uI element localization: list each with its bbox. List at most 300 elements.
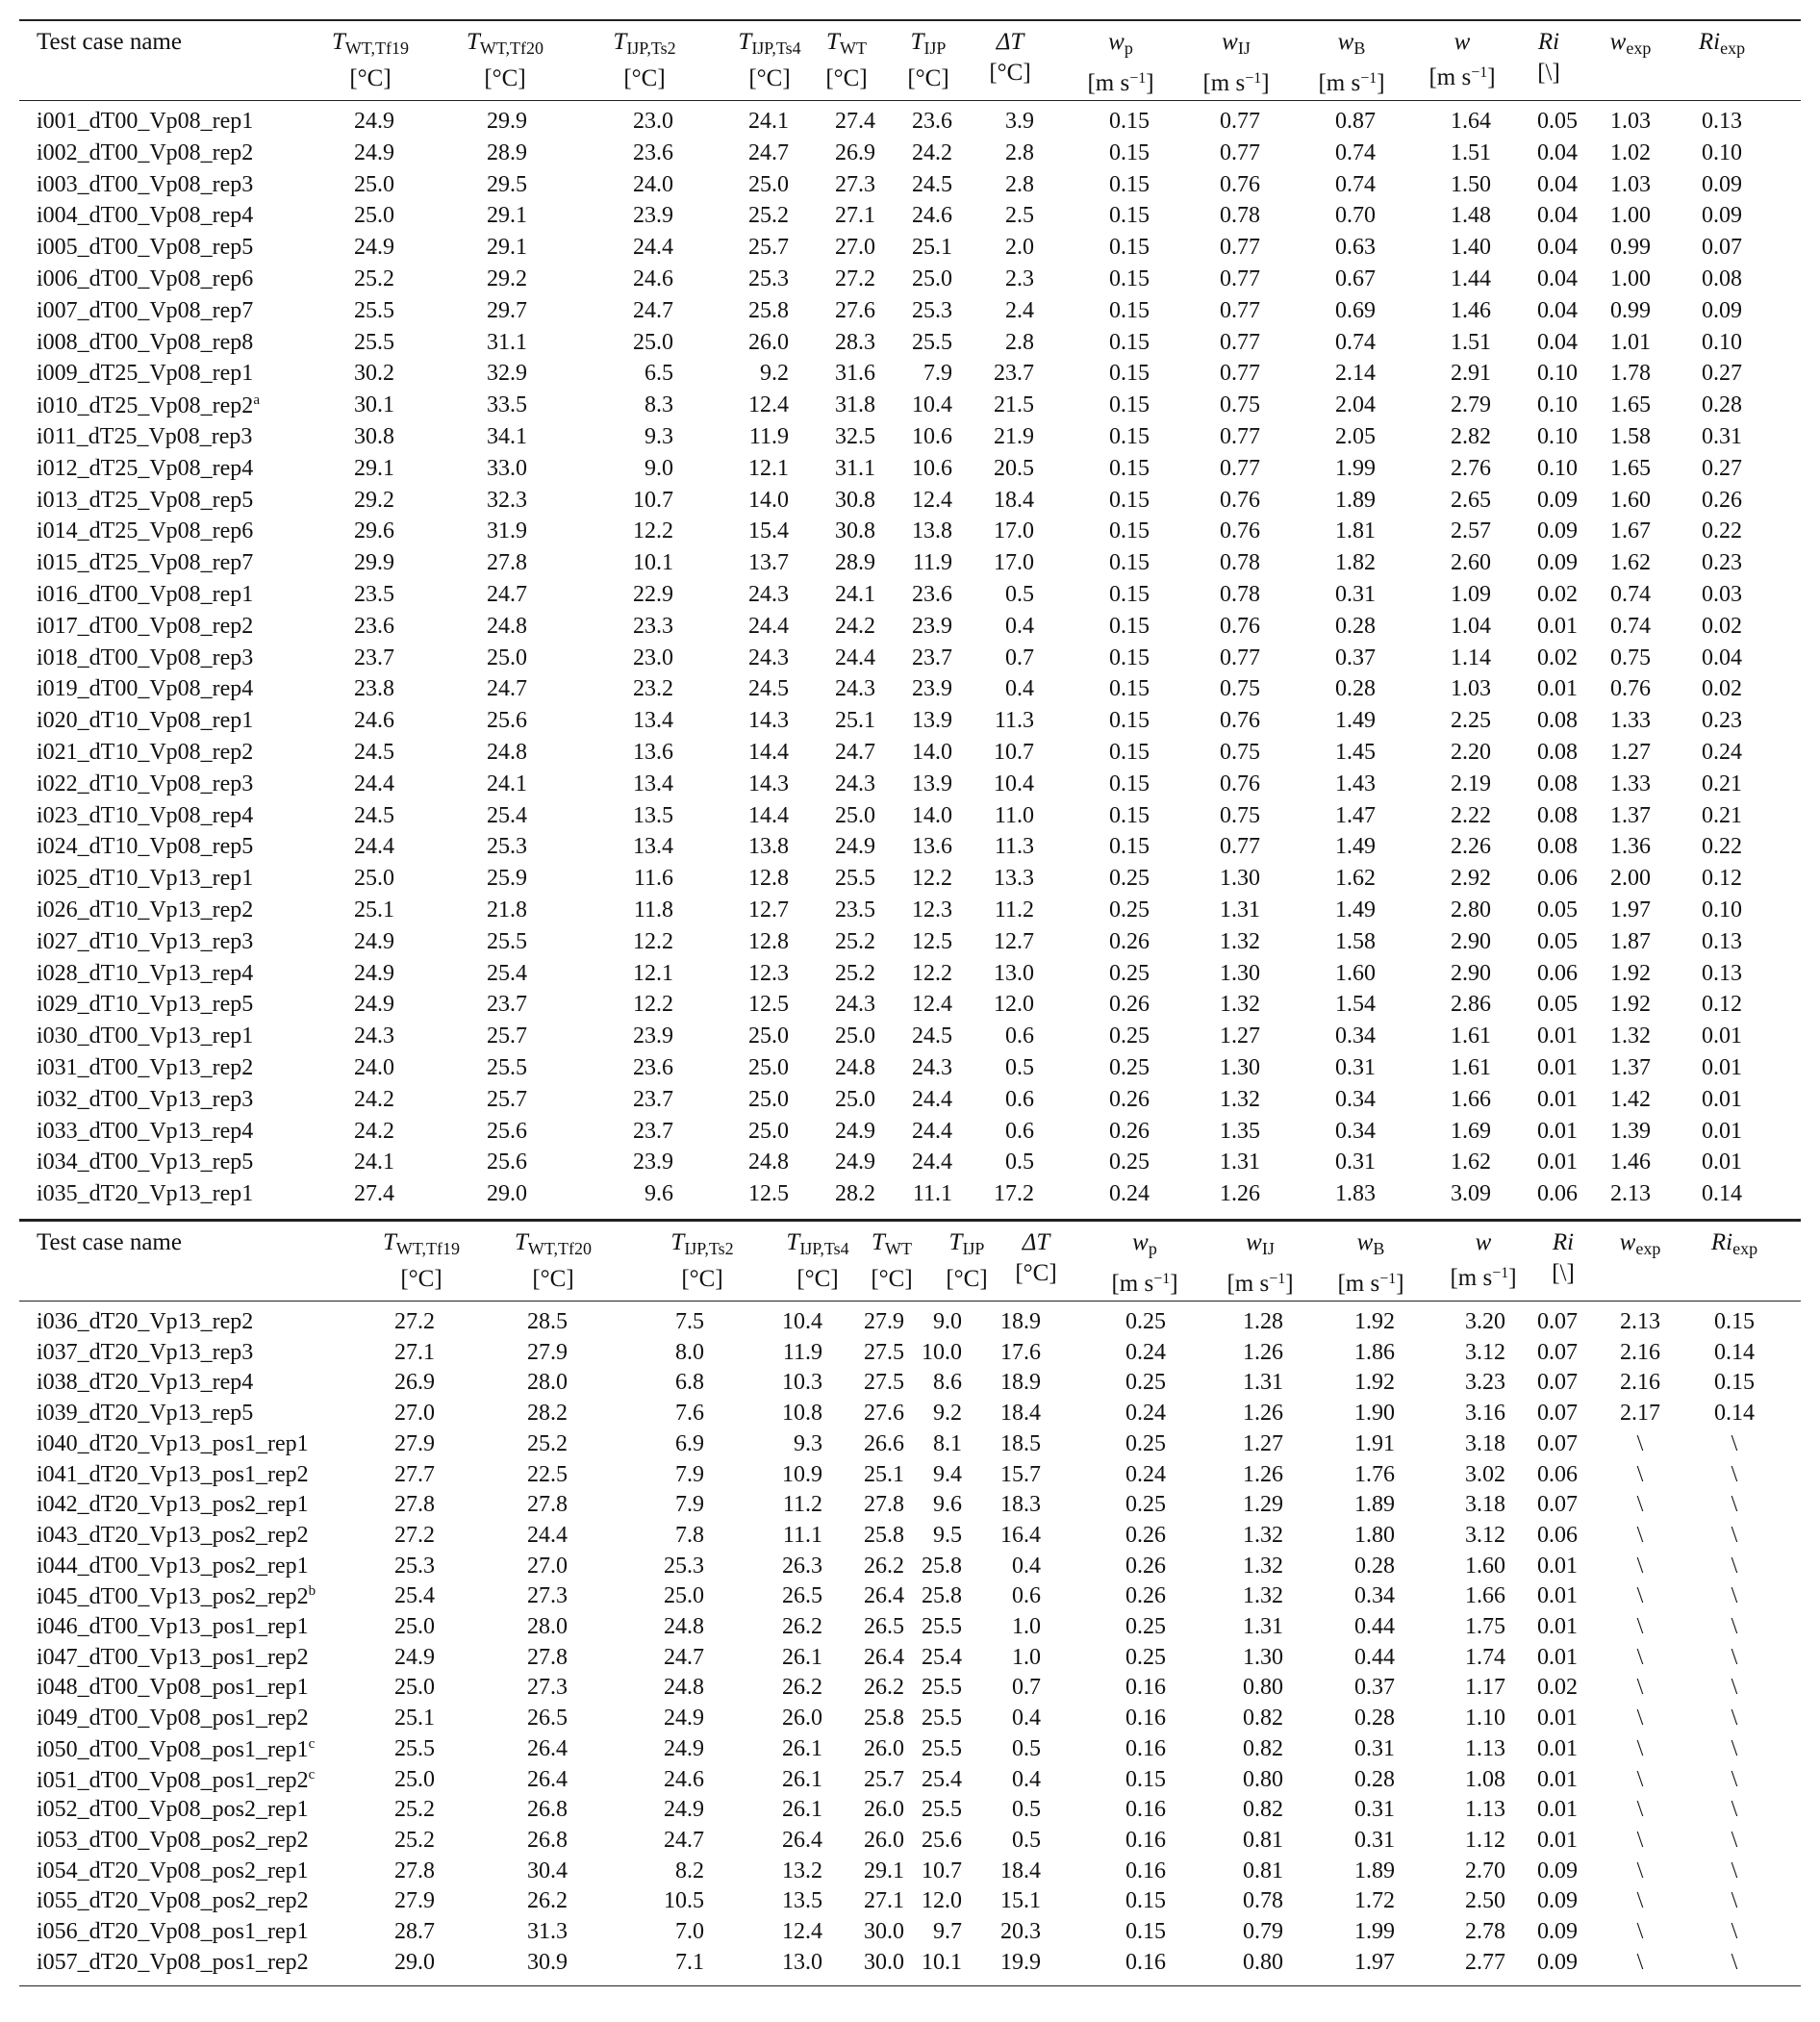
col-test-case-name: Test case name: [37, 29, 182, 55]
col-w-cell: 1.40: [1451, 235, 1491, 261]
table-row: [19, 1950, 1801, 1981]
col-ri-exp-cell: \: [1731, 1430, 1738, 1456]
col-t-wt-tf19-cell: 24.5: [354, 802, 394, 828]
col-t-ijp-ts4-cell: 25.0: [748, 1024, 789, 1049]
cell-test-case-name: i005_dT00_Vp08_rep5: [37, 235, 254, 261]
cell-test-case-name: i044_dT00_Vp13_pos2_rep1: [37, 1553, 309, 1579]
col-w-ij-cell: 0.77: [1220, 455, 1260, 481]
col-w-exp-cell: \: [1636, 1583, 1644, 1609]
col-w-p-cell: 0.26: [1125, 1583, 1166, 1609]
col-w-b-cell: 0.74: [1335, 171, 1376, 197]
col-w-ij-cell: 0.76: [1220, 771, 1260, 796]
col-t-wt-tf19-cell: 24.4: [354, 771, 394, 796]
col-t-wt-tf20-cell: 30.9: [527, 1949, 568, 1975]
col-w-ij-cell: 1.31: [1220, 897, 1260, 923]
col-t-wt-tf20-cell: 28.2: [527, 1401, 568, 1427]
cell-test-case-name: i038_dT20_Vp13_rep4: [37, 1370, 254, 1396]
col-w-exp-cell: 1.97: [1610, 897, 1651, 923]
col-ri-cell: 0.01: [1537, 1766, 1578, 1792]
col-t-wt-tf19-cell: 30.8: [354, 424, 394, 449]
col-delta-t-cell: 0.7: [1012, 1675, 1041, 1701]
col-w-cell: 2.70: [1465, 1858, 1505, 1883]
col-ri-cell: 0.06: [1537, 960, 1578, 986]
col-w-cell: 2.60: [1451, 550, 1491, 576]
col-w-cell: 3.02: [1465, 1461, 1505, 1487]
col-w-ij-cell: 0.78: [1220, 582, 1260, 607]
col-t-wt-tf19-cell: 23.6: [354, 613, 394, 639]
col-w-header: w [m $s^{-1}$]: [1450, 1229, 1517, 1291]
col-t-wt-tf19-cell: 30.2: [354, 361, 394, 387]
table-row: [19, 1431, 1801, 1462]
col-t-wt-tf19-cell: 27.1: [394, 1339, 435, 1365]
col-ri-header: Ri [\]: [1537, 29, 1560, 86]
col-w-exp-cell: 2.13: [1610, 1181, 1651, 1207]
col-w-p-cell: 0.15: [1125, 1919, 1166, 1944]
table-row: [19, 929, 1801, 961]
col-ri-exp-cell: 0.10: [1702, 897, 1742, 923]
col-t-wt-tf20-cell: 31.9: [487, 518, 527, 544]
col-delta-t-cell: 12.7: [994, 928, 1034, 954]
col-w-exp-cell: \: [1636, 1827, 1644, 1853]
col-t-ijp-cell: 24.4: [912, 1086, 952, 1112]
table-header: [19, 1222, 1801, 1301]
col-w-p-cell: 0.15: [1125, 1766, 1166, 1792]
col-ri-exp-cell: 0.13: [1702, 960, 1742, 986]
col-t-wt-tf19-cell: 24.9: [354, 960, 394, 986]
col-t-wt-cell: 27.4: [835, 109, 875, 134]
col-t-wt-cell: 31.8: [835, 392, 875, 418]
col-t-wt-tf19-cell: 24.4: [354, 834, 394, 860]
col-delta-t-cell: 18.5: [1000, 1430, 1041, 1456]
col-ri-exp-header: $Ri_{exp}$: [1698, 29, 1746, 58]
col-w-p-cell: 0.16: [1125, 1735, 1166, 1761]
col-t-wt-tf19-cell: 25.2: [394, 1797, 435, 1823]
cell-test-case-name: i030_dT00_Vp13_rep1: [37, 1024, 254, 1049]
col-delta-t-cell: 2.8: [1005, 139, 1034, 165]
col-t-ijp-ts2-cell: 8.0: [675, 1339, 704, 1365]
col-ri-exp-cell: 0.22: [1702, 518, 1742, 544]
col-t-wt-tf19-cell: 24.9: [394, 1644, 435, 1670]
col-t-ijp-ts2-cell: 13.4: [633, 708, 673, 734]
col-ri-exp-cell: \: [1731, 1797, 1738, 1823]
col-t-wt-tf20-cell: 29.7: [487, 297, 527, 323]
col-delta-t-cell: 0.4: [1012, 1766, 1041, 1792]
col-t-ijp-ts4-cell: 24.8: [748, 1150, 789, 1175]
col-delta-t-cell: 18.9: [1000, 1309, 1041, 1334]
col-w-exp-cell: \: [1636, 1614, 1644, 1639]
col-w-cell: 3.12: [1465, 1339, 1505, 1365]
col-t-wt-cell: 24.3: [835, 676, 875, 702]
col-t-ijp-ts4-cell: 24.3: [748, 582, 789, 607]
footnote-marker: c: [308, 1766, 316, 1782]
col-t-ijp-ts4-cell: 25.0: [748, 171, 789, 197]
col-t-ijp-ts4-cell: 13.2: [782, 1858, 822, 1883]
col-w-ij-cell: 0.82: [1243, 1706, 1283, 1731]
col-t-wt-cell: 25.2: [835, 960, 875, 986]
col-w-ij-cell: 1.30: [1243, 1644, 1283, 1670]
col-w-ij-cell: 0.77: [1220, 424, 1260, 449]
col-t-wt-cell: 30.0: [864, 1949, 904, 1975]
col-delta-t-cell: 16.4: [1000, 1522, 1041, 1548]
col-ri-exp-cell: 0.15: [1714, 1309, 1755, 1334]
col-t-wt-cell: 29.1: [864, 1858, 904, 1883]
col-w-cell: 2.25: [1451, 708, 1491, 734]
col-t-wt-cell: 24.3: [835, 771, 875, 796]
col-ri-cell: 0.01: [1537, 1644, 1578, 1670]
col-t-ijp-ts4-cell: 11.9: [748, 424, 789, 449]
col-w-cell: 2.76: [1451, 455, 1491, 481]
col-w-p-cell: 0.26: [1109, 1118, 1150, 1144]
col-t-ijp-ts4-cell: 25.0: [748, 1118, 789, 1144]
col-t-ijp-ts2-cell: 13.5: [633, 802, 673, 828]
col-t-wt-tf19-cell: 25.1: [394, 1706, 435, 1731]
col-w-p-cell: 0.15: [1109, 139, 1150, 165]
col-ri-cell: 0.02: [1537, 645, 1578, 670]
col-t-wt-tf19-cell: 29.0: [394, 1949, 435, 1975]
col-t-wt-tf19-cell: 29.2: [354, 487, 394, 513]
col-t-wt-tf20-cell: 29.2: [487, 266, 527, 291]
col-ri-cell: 0.07: [1537, 1309, 1578, 1334]
col-w-ij-cell: 0.81: [1243, 1827, 1283, 1853]
col-t-wt-tf20-cell: 28.0: [527, 1370, 568, 1396]
col-w-exp-cell: 1.37: [1610, 1055, 1651, 1080]
col-ri-exp-cell: 0.27: [1702, 361, 1742, 387]
col-w-b-cell: 0.44: [1354, 1644, 1395, 1670]
col-t-wt-cell: 30.8: [835, 518, 875, 544]
col-t-wt-tf20-cell: 25.5: [487, 1055, 527, 1080]
col-delta-t-cell: 0.5: [1012, 1735, 1041, 1761]
col-w-ij-cell: 1.32: [1243, 1583, 1283, 1609]
table-row: [19, 1767, 1801, 1798]
col-w-exp-cell: 2.17: [1620, 1401, 1660, 1427]
col-t-ijp-ts4-cell: 26.0: [782, 1706, 822, 1731]
col-ri-cell: 0.09: [1537, 487, 1578, 513]
col-ri-cell: 0.10: [1537, 424, 1578, 449]
col-t-wt-tf19-cell: 30.1: [354, 392, 394, 418]
cell-test-case-name: i015_dT25_Vp08_rep7: [37, 550, 254, 576]
col-ri-cell: 0.01: [1537, 1614, 1578, 1639]
col-w-exp-cell: 1.87: [1610, 928, 1651, 954]
col-delta-t-cell: 0.6: [1005, 1118, 1034, 1144]
col-w-ij-cell: 0.76: [1220, 171, 1260, 197]
col-t-ijp-cell: 23.9: [912, 676, 952, 702]
col-w-cell: 2.86: [1451, 992, 1491, 1018]
col-w-p-cell: 0.16: [1125, 1797, 1166, 1823]
col-w-exp-cell: 1.92: [1610, 992, 1651, 1018]
col-w-p-cell: 0.25: [1109, 897, 1150, 923]
table-row: [19, 1888, 1801, 1919]
col-t-ijp-cell: 8.6: [933, 1370, 962, 1396]
col-w-exp-cell: 0.74: [1610, 613, 1651, 639]
table-row: [19, 550, 1801, 582]
col-w-ij-cell: 1.27: [1243, 1430, 1283, 1456]
col-ri-cell: 0.10: [1537, 361, 1578, 387]
col-w-b-cell: 1.49: [1335, 897, 1376, 923]
col-t-wt-tf19-cell: 23.5: [354, 582, 394, 607]
col-t-ijp-cell: 25.5: [922, 1706, 962, 1731]
col-ri-cell: 0.05: [1537, 109, 1578, 134]
col-ri-exp-cell: \: [1731, 1583, 1738, 1609]
col-t-ijp-cell: 25.4: [922, 1766, 962, 1792]
col-w-exp-header: $w_{exp}$: [1609, 29, 1652, 58]
col-w-b-cell: 2.04: [1335, 392, 1376, 418]
col-w-cell: 2.91: [1451, 361, 1491, 387]
col-w-p-cell: 0.15: [1109, 109, 1150, 134]
col-t-ijp-cell: 10.7: [922, 1858, 962, 1883]
col-t-ijp-cell: 25.8: [922, 1553, 962, 1579]
col-t-wt-tf19-cell: 25.0: [354, 866, 394, 892]
col-w-ij-cell: 0.82: [1243, 1797, 1283, 1823]
table-row: [19, 897, 1801, 929]
col-ri-exp-cell: 0.13: [1702, 109, 1742, 134]
col-t-wt-tf20-cell: 31.1: [487, 329, 527, 355]
col-w-p-cell: 0.26: [1109, 928, 1150, 954]
col-w-b-cell: 1.49: [1335, 708, 1376, 734]
col-w-b-cell: 1.91: [1354, 1430, 1395, 1456]
col-ri-exp-cell: 0.14: [1714, 1401, 1755, 1427]
col-t-wt-tf20-cell: 24.8: [487, 740, 527, 765]
col-w-p-cell: 0.16: [1125, 1949, 1166, 1975]
col-w-cell: 2.26: [1451, 834, 1491, 860]
col-t-ijp-ts4-cell: 26.2: [782, 1675, 822, 1701]
col-w-exp-cell: 1.39: [1610, 1118, 1651, 1144]
col-t-wt-cell: 31.6: [835, 361, 875, 387]
col-delta-t-cell: 2.0: [1005, 235, 1034, 261]
col-delta-t-cell: 11.3: [994, 708, 1034, 734]
col-w-cell: 1.61: [1451, 1055, 1491, 1080]
col-w-exp-cell: 1.65: [1610, 455, 1651, 481]
col-w-cell: 1.13: [1465, 1735, 1505, 1761]
col-w-p-cell: 0.15: [1109, 645, 1150, 670]
col-t-wt-cell: 25.7: [864, 1766, 904, 1792]
col-t-ijp-ts2-cell: 13.4: [633, 771, 673, 796]
col-w-b-cell: 0.74: [1335, 139, 1376, 165]
col-t-ijp-ts4-cell: 24.4: [748, 613, 789, 639]
col-t-ijp-ts2-cell: 24.6: [664, 1766, 704, 1792]
col-ri-cell: 0.02: [1537, 1675, 1578, 1701]
cell-test-case-name: i021_dT10_Vp08_rep2: [37, 740, 254, 765]
col-ri-exp-cell: 0.23: [1702, 550, 1742, 576]
col-delta-t-header: ΔT [°C]: [989, 29, 1031, 86]
col-w-p-cell: 0.24: [1125, 1401, 1166, 1427]
col-t-ijp-ts4-cell: 12.5: [748, 992, 789, 1018]
col-t-ijp-ts4-cell: 12.5: [748, 1181, 789, 1207]
col-w-p-header: $w_p$ [m $s^{-1}$]: [1111, 1229, 1178, 1297]
col-t-ijp-cell: 23.6: [912, 582, 952, 607]
col-t-wt-tf20-cell: 30.4: [527, 1858, 568, 1883]
col-t-ijp-ts2-cell: 12.2: [633, 992, 673, 1018]
col-t-wt-cell: 26.9: [835, 139, 875, 165]
col-t-ijp-ts2-cell: 7.0: [675, 1919, 704, 1944]
col-t-wt-tf20-cell: 25.6: [487, 708, 527, 734]
col-t-ijp-ts4-cell: 26.4: [782, 1827, 822, 1853]
table-row: [19, 961, 1801, 993]
col-t-ijp-ts2-cell: 7.8: [675, 1522, 704, 1548]
col-ri-cell: 0.10: [1537, 392, 1578, 418]
col-w-p-cell: 0.15: [1109, 266, 1150, 291]
col-t-ijp-cell: 25.5: [922, 1797, 962, 1823]
col-ri-exp-cell: 0.14: [1702, 1181, 1742, 1207]
cell-test-case-name: i036_dT20_Vp13_rep2: [37, 1309, 254, 1334]
col-ri-cell: 0.01: [1537, 1583, 1578, 1609]
table-row: [19, 1828, 1801, 1858]
table-row: [19, 1583, 1801, 1614]
col-t-wt-tf20-cell: 24.1: [487, 771, 527, 796]
col-t-wt-cell: 25.8: [864, 1706, 904, 1731]
col-t-ijp-ts4-cell: 25.8: [748, 297, 789, 323]
col-delta-t-cell: 0.7: [1005, 645, 1034, 670]
col-w-p-cell: 0.15: [1109, 708, 1150, 734]
col-t-wt-tf19-header: $T_{WT,Tf19}$ [°C]: [382, 1229, 461, 1292]
col-ri-cell: 0.01: [1537, 613, 1578, 639]
col-t-ijp-cell: 23.9: [912, 613, 952, 639]
col-t-wt-cell: 26.0: [864, 1735, 904, 1761]
col-w-b-cell: 0.31: [1354, 1797, 1395, 1823]
table-row: [19, 1055, 1801, 1087]
col-t-ijp-ts4-cell: 14.3: [748, 708, 789, 734]
cell-test-case-name: i014_dT25_Vp08_rep6: [37, 518, 254, 544]
col-ri-cell: 0.05: [1537, 897, 1578, 923]
col-t-ijp-ts4-cell: 13.5: [782, 1888, 822, 1914]
col-w-cell: 3.18: [1465, 1430, 1505, 1456]
col-w-cell: 2.78: [1465, 1919, 1505, 1944]
col-w-cell: 1.62: [1451, 1150, 1491, 1175]
col-w-exp-cell: 1.33: [1610, 771, 1651, 796]
col-t-wt-tf20-cell: 24.7: [487, 676, 527, 702]
col-ri-cell: 0.01: [1537, 1024, 1578, 1049]
col-t-wt-cell: 24.1: [835, 582, 875, 607]
col-t-ijp-ts4-cell: 11.2: [782, 1492, 822, 1518]
col-t-wt-tf19-cell: 27.4: [354, 1181, 394, 1207]
col-t-ijp-ts2-cell: 13.4: [633, 834, 673, 860]
col-delta-t-cell: 15.7: [1000, 1461, 1041, 1487]
table-row: [19, 235, 1801, 266]
col-w-exp-cell: \: [1636, 1949, 1644, 1975]
col-t-ijp-ts2-cell: 24.6: [633, 266, 673, 291]
col-w-b-cell: 0.44: [1354, 1614, 1395, 1639]
col-ri-header: Ri [\]: [1552, 1229, 1575, 1286]
cell-test-case-name: i052_dT00_Vp08_pos2_rep1: [37, 1797, 309, 1823]
col-w-exp-cell: \: [1636, 1675, 1644, 1701]
col-t-wt-tf20-cell: 26.8: [527, 1827, 568, 1853]
col-t-wt-tf20-cell: 24.8: [487, 613, 527, 639]
col-w-p-cell: 0.15: [1109, 676, 1150, 702]
col-t-wt-tf20-cell: 26.4: [527, 1766, 568, 1792]
col-t-ijp-cell: 24.3: [912, 1055, 952, 1080]
col-t-wt-cell: 24.9: [835, 1150, 875, 1175]
cell-test-case-name: i012_dT25_Vp08_rep4: [37, 455, 254, 481]
col-ri-cell: 0.10: [1537, 455, 1578, 481]
col-ri-exp-cell: \: [1731, 1919, 1738, 1944]
col-ri-exp-cell: 0.13: [1702, 928, 1742, 954]
cell-test-case-name: i034_dT00_Vp13_rep5: [37, 1150, 254, 1175]
col-delta-t-cell: 0.5: [1005, 582, 1034, 607]
col-w-p-cell: 0.15: [1109, 802, 1150, 828]
col-t-ijp-ts4-cell: 14.4: [748, 802, 789, 828]
col-t-wt-tf20-cell: 22.5: [527, 1461, 568, 1487]
col-t-wt-tf20-cell: 23.7: [487, 992, 527, 1018]
col-t-wt-cell: 24.9: [835, 834, 875, 860]
col-w-b-cell: 1.89: [1354, 1858, 1395, 1883]
col-t-wt-tf20-cell: 24.4: [527, 1522, 568, 1548]
col-t-ijp-ts2-cell: 24.7: [633, 297, 673, 323]
col-w-ij-cell: 0.77: [1220, 645, 1260, 670]
col-t-wt-tf20-cell: 26.4: [527, 1735, 568, 1761]
col-w-ij-cell: 1.31: [1243, 1370, 1283, 1396]
cell-test-case-name: i018_dT00_Vp08_rep3: [37, 645, 254, 670]
col-w-p-cell: 0.15: [1109, 171, 1150, 197]
col-delta-t-cell: 0.6: [1012, 1583, 1041, 1609]
col-t-ijp-ts2-cell: 10.7: [633, 487, 673, 513]
col-t-wt-tf19-cell: 25.5: [354, 297, 394, 323]
col-t-wt-tf20-cell: 28.9: [487, 139, 527, 165]
col-ri-exp-cell: 0.09: [1702, 171, 1742, 197]
col-w-ij-cell: 0.77: [1220, 139, 1260, 165]
cell-test-case-name: i045_dT00_Vp13_pos2_rep2$^b$: [37, 1583, 316, 1610]
col-delta-t-cell: 20.3: [1000, 1919, 1041, 1944]
col-w-b-cell: 0.28: [1354, 1766, 1395, 1792]
col-t-ijp-ts2-cell: 12.1: [633, 960, 673, 986]
col-w-p-cell: 0.15: [1109, 834, 1150, 860]
col-t-ijp-ts2-cell: 7.5: [675, 1309, 704, 1334]
col-w-b-cell: 0.74: [1335, 329, 1376, 355]
col-w-ij-cell: 0.77: [1220, 329, 1260, 355]
col-w-b-cell: 2.14: [1335, 361, 1376, 387]
table-row: [19, 203, 1801, 235]
col-t-ijp-cell: 25.0: [912, 266, 952, 291]
col-w-exp-cell: \: [1636, 1522, 1644, 1548]
col-t-wt-tf19-cell: 29.6: [354, 518, 394, 544]
col-w-p-cell: 0.16: [1125, 1827, 1166, 1853]
col-t-ijp-cell: 25.5: [922, 1614, 962, 1639]
col-ri-cell: 0.04: [1537, 171, 1578, 197]
col-w-p-cell: 0.15: [1109, 361, 1150, 387]
table-row: [19, 361, 1801, 392]
col-t-ijp-cell: 12.2: [912, 866, 952, 892]
col-t-wt-tf19-cell: 27.9: [394, 1888, 435, 1914]
col-ri-exp-cell: 0.01: [1702, 1086, 1742, 1112]
col-w-ij-cell: 0.78: [1220, 203, 1260, 229]
col-w-b-cell: 0.63: [1335, 235, 1376, 261]
col-ri-exp-cell: 0.26: [1702, 487, 1742, 513]
col-t-ijp-ts4-cell: 12.1: [748, 455, 789, 481]
col-ri-cell: 0.08: [1537, 802, 1578, 828]
col-ri-cell: 0.01: [1537, 1735, 1578, 1761]
col-ri-exp-cell: 0.03: [1702, 582, 1742, 607]
col-w-exp-cell: 1.62: [1610, 550, 1651, 576]
col-t-wt-tf20-cell: 25.7: [487, 1024, 527, 1049]
col-w-p-cell: 0.25: [1109, 960, 1150, 986]
col-delta-t-cell: 18.9: [1000, 1370, 1041, 1396]
col-t-ijp-cell: 9.0: [933, 1309, 962, 1334]
col-ri-cell: 0.01: [1537, 1086, 1578, 1112]
col-t-wt-tf19-cell: 24.3: [354, 1024, 394, 1049]
col-delta-t-cell: 0.6: [1005, 1024, 1034, 1049]
col-w-exp-cell: 1.03: [1610, 171, 1651, 197]
col-ri-cell: 0.09: [1537, 518, 1578, 544]
col-delta-t-cell: 0.6: [1005, 1086, 1034, 1112]
col-t-wt-cell: 24.8: [835, 1055, 875, 1080]
col-delta-t-header: ΔT [°C]: [1015, 1229, 1057, 1286]
col-w-p-cell: 0.25: [1125, 1309, 1166, 1334]
col-w-exp-cell: 1.92: [1610, 960, 1651, 986]
col-w-cell: 1.10: [1465, 1706, 1505, 1731]
col-t-ijp-ts4-cell: 25.7: [748, 235, 789, 261]
col-t-ijp-ts2-cell: 23.2: [633, 676, 673, 702]
col-t-ijp-ts2-cell: 13.6: [633, 740, 673, 765]
col-delta-t-cell: 18.3: [1000, 1492, 1041, 1518]
col-delta-t-cell: 11.0: [994, 802, 1034, 828]
